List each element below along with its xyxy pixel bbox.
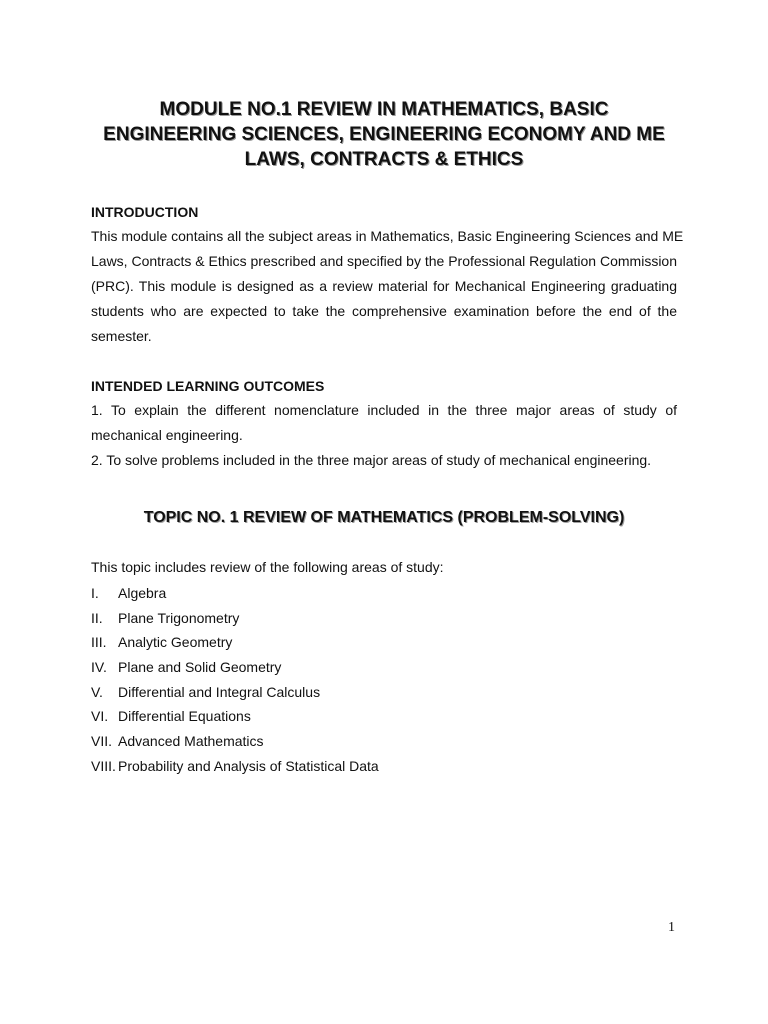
outcomes-list bbox=[91, 398, 677, 473]
introduction-line-4: students who are expected to take the comprehensive examination before the end of the bbox=[91, 303, 677, 319]
list-item-number: III. bbox=[91, 634, 107, 651]
list-item-number: VI. bbox=[91, 708, 109, 725]
list-item bbox=[91, 583, 379, 608]
list-item bbox=[91, 756, 379, 781]
list-item-text: Probability and Analysis of Statistical Data bbox=[118, 757, 379, 774]
list-item-number: VIII. bbox=[91, 757, 116, 774]
list-item bbox=[91, 706, 379, 731]
list-item-text: Analytic Geometry bbox=[118, 634, 233, 651]
module-title-line-2: ENGINEERING SCIENCES, ENGINEERING ECONOMY AND ME bbox=[103, 124, 665, 145]
list-item-text: Algebra bbox=[118, 585, 167, 601]
list-item bbox=[91, 608, 379, 633]
topic-intro: This topic includes review of the following areas of study: bbox=[91, 559, 444, 575]
study-areas-list bbox=[91, 583, 379, 781]
page-number: 1 bbox=[668, 920, 675, 935]
module-title-line-3: LAWS, CONTRACTS & ETHICS bbox=[244, 149, 524, 170]
topic-heading: TOPIC NO. 1 REVIEW OF MATHEMATICS (PROBLEM-SOLVING) bbox=[143, 509, 625, 526]
list-item-text: Differential Equations bbox=[118, 708, 251, 725]
outcome-1-line-1: 1. To explain the different nomenclature included in the three major areas of study of bbox=[91, 402, 677, 418]
list-item-text: Advanced Mathematics bbox=[118, 733, 264, 750]
list-item-number: II. bbox=[91, 609, 103, 626]
introduction-line-1: This module contains all the subject areas in Mathematics, Basic Engineering Sciences and ME bbox=[91, 228, 684, 244]
list-item-text: Differential and Integral Calculus bbox=[118, 683, 321, 700]
introduction-heading: INTRODUCTION bbox=[91, 204, 199, 220]
list-item-text: Plane and Solid Geometry bbox=[118, 659, 282, 676]
list-item-text: Plane Trigonometry bbox=[118, 609, 240, 626]
list-item-number: VII. bbox=[91, 733, 113, 750]
module-title-line-1: MODULE NO.1 REVIEW IN MATHEMATICS, BASIC bbox=[159, 99, 609, 120]
list-item bbox=[91, 731, 379, 756]
introduction-line-5: semester. bbox=[91, 328, 152, 344]
introduction-line-3: (PRC). This module is designed as a review material for Mechanical Engineering graduating bbox=[91, 278, 677, 294]
introduction-line-2: Laws, Contracts & Ethics prescribed and specified by the Professional Regulation Commission bbox=[91, 253, 677, 269]
module-title bbox=[60, 97, 708, 172]
list-item bbox=[91, 682, 379, 707]
introduction-paragraph bbox=[91, 224, 684, 349]
list-item bbox=[91, 657, 379, 682]
list-item-number: IV. bbox=[91, 659, 107, 676]
outcome-2: 2. To solve problems included in the three major areas of study of mechanical engineering. bbox=[91, 452, 652, 468]
list-item-number: I. bbox=[91, 585, 99, 601]
list-item bbox=[91, 632, 379, 657]
outcomes-heading: INTENDED LEARNING OUTCOMES bbox=[91, 378, 325, 394]
outcome-1-line-2: mechanical engineering. bbox=[91, 427, 243, 443]
list-item-number: V. bbox=[91, 683, 103, 700]
